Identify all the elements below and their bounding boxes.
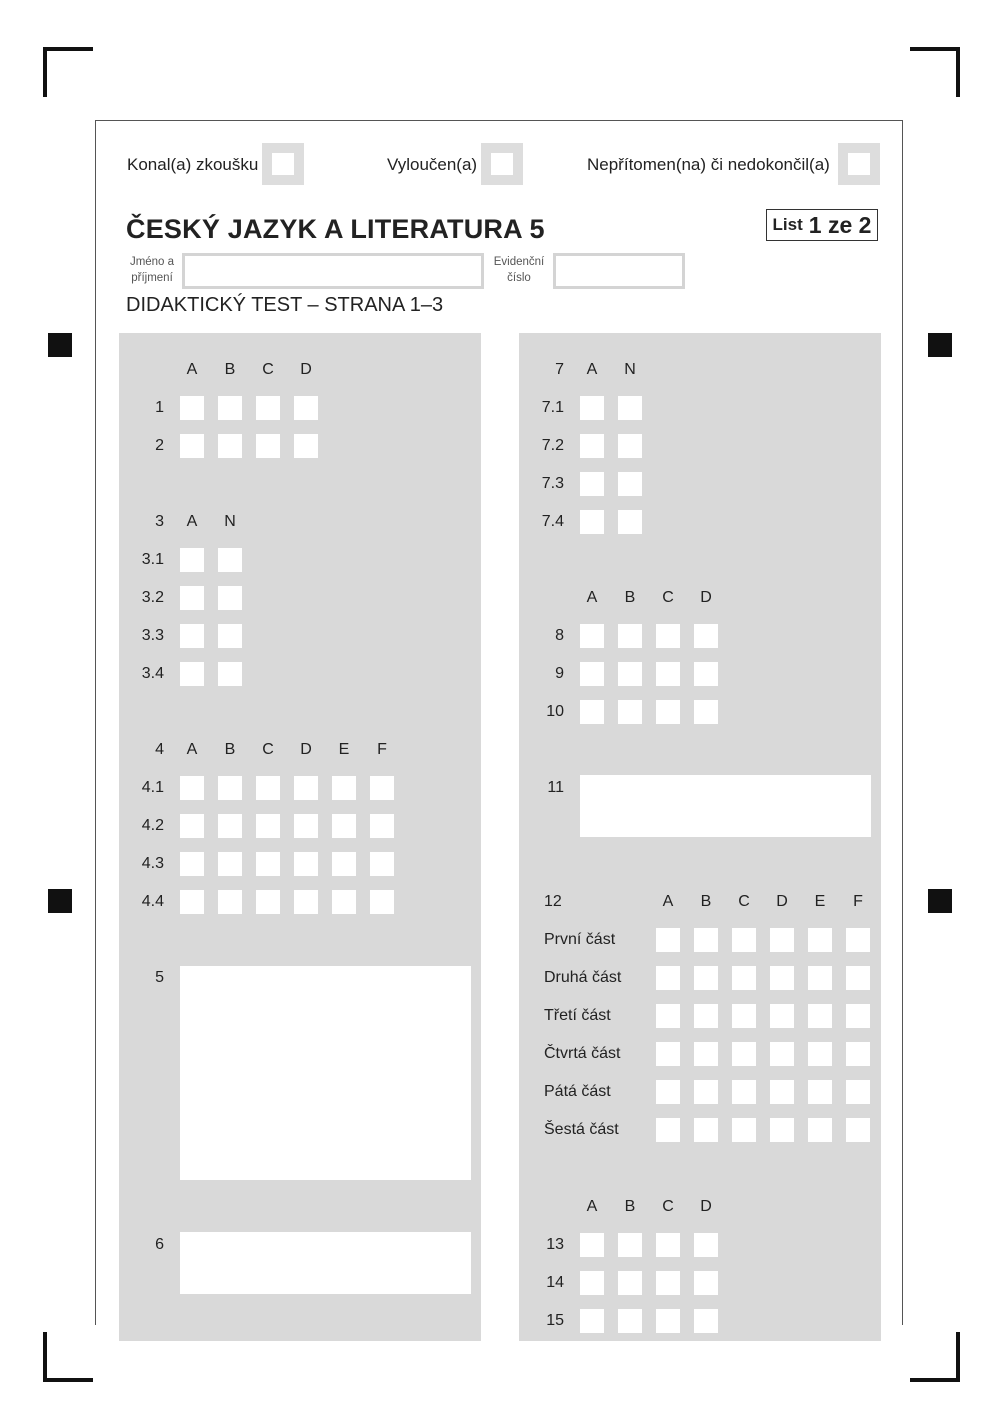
row-label: Třetí část [544,1007,611,1024]
answer-checkbox[interactable] [332,776,356,800]
answer-checkbox[interactable] [332,852,356,876]
answer-checkbox[interactable] [618,662,642,686]
row-label: 7.4 [541,513,564,530]
row-label: 15 [546,1312,564,1329]
row-label: Čtvrtá část [544,1045,621,1062]
answer-checkbox[interactable] [218,814,242,838]
alignment-square [48,333,72,357]
answer-checkbox[interactable] [180,776,204,800]
row-label: 13 [546,1236,564,1253]
row-label: 4.3 [141,855,164,872]
question-number: 4 [155,741,164,758]
name-input[interactable] [182,253,484,289]
answer-checkbox[interactable] [656,662,680,686]
answer-checkbox[interactable] [294,814,318,838]
answer-checkbox[interactable] [694,1309,718,1333]
answer-checkbox[interactable] [694,662,718,686]
answer-checkbox[interactable] [808,1118,832,1142]
column-header-b: B [224,361,236,378]
answer-checkbox[interactable] [580,472,604,496]
row-label: 14 [546,1274,564,1291]
answer-checkbox[interactable] [694,966,718,990]
answer-checkbox[interactable] [808,966,832,990]
answer-checkbox[interactable] [294,776,318,800]
answer-checkbox[interactable] [256,776,280,800]
column-header-a: A [586,361,598,378]
answer-checkbox[interactable] [846,966,870,990]
status-checkbox-sat-exam[interactable] [262,143,304,185]
answer-checkbox[interactable] [580,510,604,534]
column-header-a: A [186,513,198,530]
column-header-d: D [700,589,712,606]
answer-checkbox[interactable] [580,624,604,648]
row-label: 9 [555,665,564,682]
answer-checkbox[interactable] [580,700,604,724]
answer-checkbox[interactable] [218,434,242,458]
answer-checkbox[interactable] [656,1042,680,1066]
answer-box-6[interactable] [180,1232,471,1294]
answer-checkbox[interactable] [770,928,794,952]
column-header-c: C [662,589,674,606]
column-header-a: A [586,1198,598,1215]
answer-checkbox[interactable] [580,434,604,458]
answer-checkbox[interactable] [656,1233,680,1257]
row-label: 3.2 [141,589,164,606]
row-label: 2 [155,437,164,454]
row-label: Pátá část [544,1083,611,1100]
answer-checkbox[interactable] [294,890,318,914]
name-label-line-2: příjmení [131,272,173,284]
answer-checkbox[interactable] [218,852,242,876]
answer-checkbox[interactable] [332,890,356,914]
column-header-a: A [662,893,674,910]
answer-checkbox[interactable] [180,396,204,420]
answer-checkbox[interactable] [846,1118,870,1142]
answer-checkbox[interactable] [656,1004,680,1028]
column-header-b: B [624,589,636,606]
column-header-a: A [186,361,198,378]
column-header-e: E [814,893,826,910]
column-header-e: E [338,741,350,758]
id-label-line-2: číslo [507,272,531,284]
column-header-c: C [662,1198,674,1215]
answer-checkbox[interactable] [846,928,870,952]
column-header-d: D [700,1198,712,1215]
answer-checkbox[interactable] [256,852,280,876]
row-label: 8 [555,627,564,644]
right-answer-panel [519,333,881,1341]
column-header-d: D [776,893,788,910]
answer-checkbox[interactable] [732,928,756,952]
status-label-excluded: Vyloučen(a) [387,155,478,174]
answer-checkbox[interactable] [656,624,680,648]
answer-checkbox[interactable] [218,624,242,648]
answer-checkbox[interactable] [770,1118,794,1142]
answer-checkbox[interactable] [180,890,204,914]
answer-checkbox[interactable] [370,890,394,914]
row-label: 7.2 [541,437,564,454]
question-number-6: 6 [155,1236,164,1253]
question-number-5: 5 [155,969,164,986]
answer-checkbox[interactable] [180,662,204,686]
question-number: 12 [544,893,562,910]
answer-checkbox[interactable] [732,966,756,990]
answer-checkbox[interactable] [770,1004,794,1028]
answer-checkbox[interactable] [256,434,280,458]
row-label: 10 [546,703,564,720]
answer-box-11[interactable] [580,775,871,837]
answer-checkbox[interactable] [656,966,680,990]
sheet-number-value: 1 ze 2 [808,211,872,238]
answer-checkbox[interactable] [656,928,680,952]
answer-checkbox[interactable] [808,1004,832,1028]
answer-checkbox[interactable] [618,510,642,534]
answer-checkbox[interactable] [218,396,242,420]
answer-checkbox[interactable] [732,1080,756,1104]
answer-checkbox[interactable] [180,586,204,610]
row-label: Druhá část [544,969,622,986]
answer-checkbox[interactable] [370,776,394,800]
row-label: 4.2 [141,817,164,834]
row-label: Šestá část [544,1121,619,1138]
column-header-b: B [700,893,712,910]
name-field-label [122,254,182,286]
row-label: 3.1 [141,551,164,568]
row-label: 3.4 [141,665,164,682]
answer-checkbox[interactable] [180,624,204,648]
answer-checkbox[interactable] [694,1271,718,1295]
answer-checkbox[interactable] [770,966,794,990]
answer-checkbox[interactable] [332,814,356,838]
id-label-line-1: Evidenční [493,256,545,268]
question-number-11: 11 [547,779,564,796]
id-field-label [488,254,550,286]
row-label: První část [544,931,616,948]
name-label-line-1: Jméno a [129,256,175,268]
answer-checkbox[interactable] [180,814,204,838]
answer-checkbox[interactable] [694,700,718,724]
answer-checkbox[interactable] [294,852,318,876]
answer-checkbox[interactable] [694,1118,718,1142]
corner-mark-top-left [43,47,93,97]
answer-checkbox[interactable] [580,396,604,420]
answer-checkbox[interactable] [180,548,204,572]
alignment-square [928,889,952,913]
status-checkbox-absent[interactable] [838,143,880,185]
answer-checkbox[interactable] [618,624,642,648]
answer-checkbox[interactable] [580,1309,604,1333]
alignment-square [48,889,72,913]
row-label: 4.4 [141,893,164,910]
answer-checkbox[interactable] [218,586,242,610]
answer-checkbox[interactable] [218,548,242,572]
answer-checkbox[interactable] [370,814,394,838]
answer-checkbox[interactable] [294,434,318,458]
column-header-a: A [186,741,198,758]
answer-checkbox[interactable] [694,1004,718,1028]
column-header-f: F [377,741,387,758]
page-title: ČESKÝ JAZYK A LITERATURA 5 [126,214,545,244]
answer-checkbox[interactable] [180,852,204,876]
status-label-sat-exam: Konal(a) zkoušku [127,155,259,174]
answer-checkbox[interactable] [618,1271,642,1295]
answer-checkbox[interactable] [618,396,642,420]
answer-checkbox[interactable] [580,662,604,686]
column-header-c: C [262,741,274,758]
answer-checkbox[interactable] [218,662,242,686]
corner-mark-top-right [910,47,960,97]
sheet-number-badge [766,209,878,241]
column-header-b: B [224,741,236,758]
id-number-input[interactable] [553,253,685,289]
row-label: 3.3 [141,627,164,644]
answer-checkbox[interactable] [218,890,242,914]
column-header-b: B [624,1198,636,1215]
answer-checkbox[interactable] [218,776,242,800]
column-header-c: C [738,893,750,910]
column-header-c: C [262,361,274,378]
answer-checkbox[interactable] [770,1042,794,1066]
status-label-absent: Nepřítomen(na) či nedokončil(a) [587,155,830,174]
answer-checkbox[interactable] [294,396,318,420]
corner-mark-bottom-right [910,1332,960,1382]
answer-checkbox[interactable] [180,434,204,458]
row-label: 7.1 [541,399,564,416]
answer-checkbox[interactable] [618,434,642,458]
answer-checkbox[interactable] [770,1080,794,1104]
answer-checkbox[interactable] [808,928,832,952]
answer-checkbox[interactable] [846,1042,870,1066]
answer-checkbox[interactable] [256,396,280,420]
page-subtitle: DIDAKTICKÝ TEST – STRANA 1–3 [126,294,444,316]
answer-checkbox[interactable] [694,1042,718,1066]
answer-checkbox[interactable] [732,1042,756,1066]
answer-checkbox[interactable] [618,472,642,496]
answer-box-5[interactable] [180,966,471,1180]
answer-checkbox[interactable] [846,1004,870,1028]
answer-checkbox[interactable] [846,1080,870,1104]
alignment-square [928,333,952,357]
answer-checkbox[interactable] [370,852,394,876]
answer-checkbox[interactable] [694,1080,718,1104]
answer-checkbox[interactable] [694,1233,718,1257]
corner-mark-bottom-left [43,1332,93,1382]
answer-checkbox[interactable] [256,814,280,838]
answer-checkbox[interactable] [580,1271,604,1295]
answer-checkbox[interactable] [656,1309,680,1333]
column-header-f: F [853,893,863,910]
column-header-n: N [224,513,236,530]
answer-checkbox[interactable] [580,1233,604,1257]
question-number: 7 [555,361,564,378]
answer-checkbox[interactable] [694,928,718,952]
answer-checkbox[interactable] [732,1118,756,1142]
answer-checkbox[interactable] [618,1233,642,1257]
row-label: 4.1 [141,779,164,796]
answer-checkbox[interactable] [656,1271,680,1295]
question-number: 3 [155,513,164,530]
column-header-n: N [624,361,636,378]
answer-checkbox[interactable] [256,890,280,914]
column-header-d: D [300,741,312,758]
answer-checkbox[interactable] [808,1042,832,1066]
sheet-number-prefix: List [772,215,803,234]
answer-checkbox[interactable] [694,624,718,648]
answer-checkbox[interactable] [656,1118,680,1142]
answer-checkbox[interactable] [618,1309,642,1333]
column-header-a: A [586,589,598,606]
answer-checkbox[interactable] [656,700,680,724]
answer-checkbox[interactable] [808,1080,832,1104]
row-label: 7.3 [541,475,564,492]
answer-checkbox[interactable] [732,1004,756,1028]
status-checkbox-excluded[interactable] [481,143,523,185]
column-header-d: D [300,361,312,378]
row-label: 1 [155,399,164,416]
answer-checkbox[interactable] [656,1080,680,1104]
answer-checkbox[interactable] [618,700,642,724]
